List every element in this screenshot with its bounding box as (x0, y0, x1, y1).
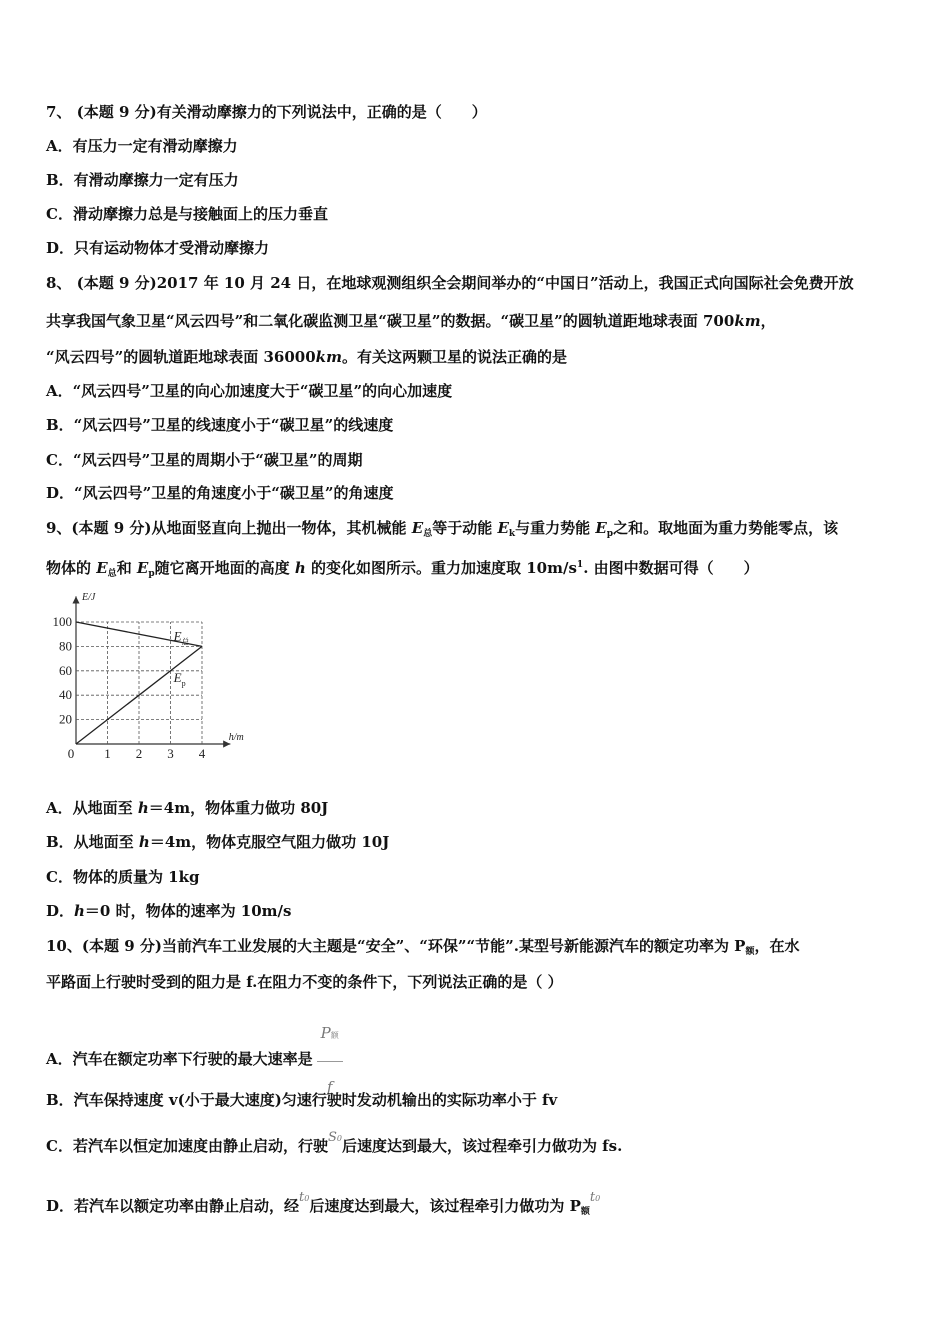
t0-symbol: t0 (589, 1190, 601, 1205)
q8-option-b: B．“风云四号”卫星的线速度小于“碳卫星”的线速度 (46, 416, 394, 434)
q8-stem-line3: “风云四号”的圆轨道距地球表面 36000km。有关这两颗卫星的说法正确的是 (46, 348, 567, 366)
q7-option-b: B．有滑动摩擦力一定有压力 (46, 171, 239, 189)
x-tick-label: 1 (104, 746, 111, 761)
y-tick-label: 80 (59, 638, 72, 654)
q10-option-b: B．汽车保持速度 v(小于最大速度)匀速行驶时发动机输出的实际功率小于 fv (46, 1091, 558, 1109)
max-speed-fraction: $\frac{\text{P额}}{f}$ (317, 1008, 343, 1112)
q9-stem-line1: 9、(本题 9 分)从地面竖直向上抛出一物体，其机械能 $E_总$等于动能 $E_k$与重力势能 $E_p$之和。取地面为重力势能零点，该 (46, 519, 839, 539)
x-tick-label: 0 (67, 746, 75, 761)
y-tick-label: 100 (52, 614, 72, 629)
energy-height-chart (42, 588, 272, 768)
q9-option-a: A．从地面至 h＝4m，物体重力做功 80J (46, 799, 329, 817)
q8-stem-line1: 8、 (本题 9 分)2017 年 10 月 24 日，在地球观测组织全会期间举办的“中国日”活动上，我国正式向国际社会免费开放 (46, 274, 854, 292)
x-tick-label: 4 (198, 746, 206, 761)
q9-stem-line2: 物体的 $E_总$和 $E_p$随它离开地面的高度 h 的变化如图所示。重力加速度取 $10m/s^1$. 由图中数据可得（ ） (46, 559, 759, 579)
x-tick-label: 3 (167, 746, 174, 761)
q9-option-c: C．物体的质量为 1kg (46, 868, 200, 886)
q8-option-a: A．“风云四号”卫星的向心加速度大于“碳卫星”的向心加速度 (46, 382, 453, 400)
y-tick-label: 20 (59, 711, 72, 727)
q7-stem: 7、 (本题 9 分)有关滑动摩擦力的下列说法中，正确的是（ ） (46, 103, 487, 121)
q10-stem-line1: 10、(本题 9 分)当前汽车工业发展的大主题是“安全”、“环保”“节能”.某型号新能源汽车的额定功率为 $P_额$，在水 (46, 937, 800, 957)
x-axis-label: h/m (228, 732, 244, 743)
q8-stem-line2: 共享我国气象卫星“风云四号”和二氧化碳监测卫星“碳卫星”的数据。“碳卫星”的圆轨道距地球表面 700km， (46, 312, 776, 330)
y-tick-label: 60 (59, 662, 72, 678)
q10-option-d: D．若汽车以额定功率由静止启动，经t0后速度达到最大，该过程牵引力做功为 $P_额t0$ (46, 1190, 601, 1217)
q10-option-a: A．汽车在额定功率下行驶的最大速率是 $\frac{\text{P额}}{f}$ (46, 1008, 343, 1112)
q7-option-c: C．滑动摩擦力总是与接触面上的压力垂直 (46, 205, 328, 223)
q8-option-d: D．“风云四号”卫星的角速度小于“碳卫星”的角速度 (46, 484, 394, 502)
q8-option-c: C．“风云四号”卫星的周期小于“碳卫星”的周期 (46, 451, 363, 469)
series-label-ep: $E_p$ (173, 669, 186, 688)
q10-stem-line2: 平路面上行驶时受到的阻力是 f.在阻力不变的条件下，下列说法正确的是（ ） (46, 973, 563, 991)
q9-option-b: B．从地面至 h＝4m，物体克服空气阻力做功 10J (46, 833, 390, 851)
s0-symbol: S0 (327, 1130, 342, 1145)
q7-option-d: D．只有运动物体才受滑动摩擦力 (46, 239, 270, 257)
series-label-e-total: $E_总$ (173, 628, 190, 647)
q9-option-d: D．h＝0 时，物体的速率为 10m/s (46, 902, 292, 920)
q7-option-a: A．有压力一定有滑动摩擦力 (46, 137, 238, 155)
q10-option-c: C．若汽车以恒定加速度由静止启动，行驶S0后速度达到最大，该过程牵引力做功为 fs. (46, 1130, 623, 1155)
y-axis-label: E/J (82, 592, 96, 604)
x-tick-label: 2 (135, 746, 143, 761)
t0-symbol: t0 (299, 1190, 310, 1205)
y-tick-label: 40 (59, 687, 72, 703)
